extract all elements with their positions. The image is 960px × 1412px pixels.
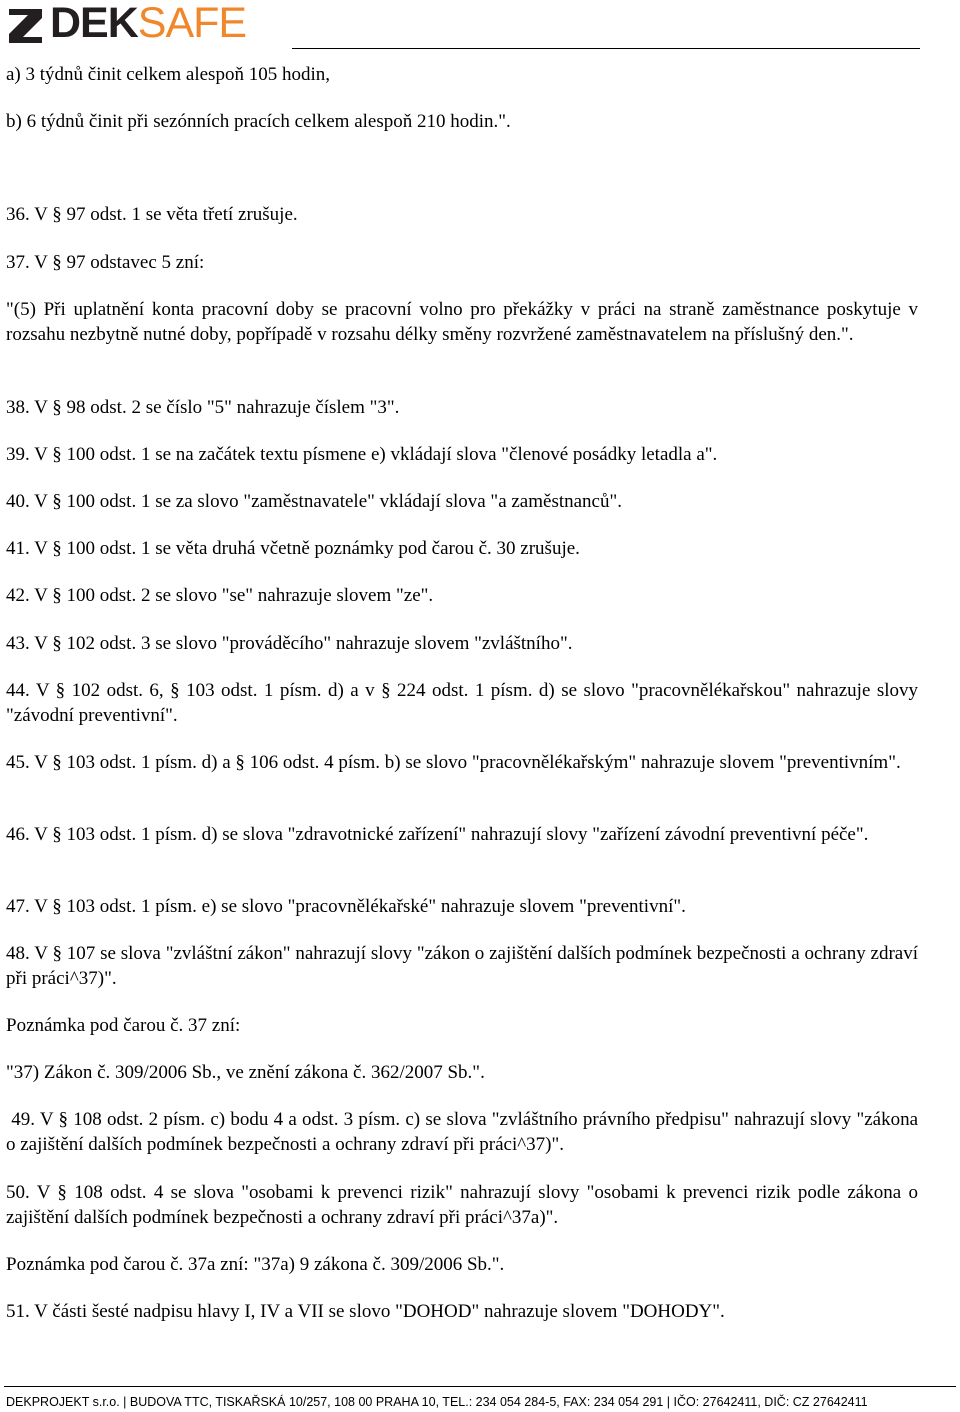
paragraph-37: 37. V § 97 odstavec 5 zní: [6, 252, 205, 273]
paragraph-a: a) 3 týdnů činit celkem alespoň 105 hodin, [6, 64, 330, 85]
paragraph-38: 38. V § 98 odst. 2 se číslo "5" nahrazuje číslem "3". [6, 397, 400, 418]
paragraph-51: 51. V části šesté nadpisu hlavy I, IV a VII se slovo "DOHOD" nahrazuje slovem "DOHODY". [6, 1301, 725, 1322]
paragraph-39: 39. V § 100 odst. 1 se na začátek textu písmene e) vkládají slova "členové posádky letadla a". [6, 444, 718, 465]
header-divider [292, 48, 920, 49]
paragraph-40: 40. V § 100 odst. 1 se za slovo "zaměstnavatele" vkládají slova "a zaměstnanců". [6, 491, 622, 512]
paragraph-37-text: "(5) Při uplatnění konta pracovní doby se pracovní volno pro překážky v práci na straně zaměstnance poskytuje v rozsahu nezbytně nutné doby, popřípadě v rozsahu délky směny rozvržené zaměstnavatelem na příslušný den.". [6, 299, 923, 345]
logo-text-safe: SAFE [137, 0, 247, 47]
paragraph-43: 43. V § 102 odst. 3 se slovo "prováděcího" nahrazuje slovem "zvláštního". [6, 633, 573, 654]
paragraph-48: 48. V § 107 se slova "zvláštní zákon" nahrazují slovy "zákon o zajištění dalších podmínek bezpečnosti a ochrany zdraví při práci^37)". [6, 943, 923, 989]
dek-safe-logo [6, 0, 247, 47]
paragraph-36: 36. V § 97 odst. 1 se věta třetí zrušuje. [6, 204, 298, 225]
paragraph-44: 44. V § 102 odst. 6, § 103 odst. 1 písm. d) a v § 224 odst. 1 písm. d) se slovo "pracovnělékařskou" nahrazuje slovy "závodní preventivní". [6, 680, 923, 726]
paragraph-45: 45. V § 103 odst. 1 písm. d) a § 106 odst. 4 písm. b) se slovo "pracovnělékařským" nahrazuje slovem "preventivním". [6, 752, 901, 773]
footnote-37: "37) Zákon č. 309/2006 Sb., ve znění zákona č. 362/2007 Sb.". [6, 1062, 485, 1083]
page-header [0, 0, 960, 52]
footer-divider [4, 1386, 956, 1387]
paragraph-41: 41. V § 100 odst. 1 se věta druhá včetně poznámky pod čarou č. 30 zrušuje. [6, 538, 580, 559]
paragraph-46: 46. V § 103 odst. 1 písm. d) se slova "zdravotnické zařízení" nahrazují slovy "zařízení závodní preventivní péče". [6, 824, 869, 845]
paragraph-49: 49. V § 108 odst. 2 písm. c) bodu 4 a odst. 3 písm. c) se slova "zvláštního právního předpisu" nahrazují slovy "zákona o zajištění dalších podmínek bezpečnosti a ochrany zdraví při práci^37)". [6, 1109, 923, 1155]
footnote-37a: Poznámka pod čarou č. 37a zní: "37a) 9 zákona č. 309/2006 Sb.". [6, 1254, 505, 1275]
logo-text-dek: DEK [50, 0, 138, 47]
paragraph-47: 47. V § 103 odst. 1 písm. e) se slovo "pracovnělékařské" nahrazuje slovem "preventivní". [6, 896, 686, 917]
logo-wordmark [50, 0, 247, 47]
logo-mark-icon [6, 3, 46, 43]
paragraph-b: b) 6 týdnů činit při sezónních pracích celkem alespoň 210 hodin.". [6, 111, 511, 132]
footnote-heading-37: Poznámka pod čarou č. 37 zní: [6, 1015, 241, 1036]
page-footer: DEKPROJEKT s.r.o. | BUDOVA TTC, TISKAŘSKÁ 10/257, 108 00 PRAHA 10, TEL.: 234 054 284-5, FAX: 234 054 291 | IČO: 27642411, DIČ: CZ 27642411 [6, 1395, 868, 1409]
paragraph-42: 42. V § 100 odst. 2 se slovo "se" nahrazuje slovem "ze". [6, 585, 434, 606]
paragraph-50: 50. V § 108 odst. 4 se slova "osobami k prevenci rizik" nahrazují slovy "osobami k prevenci rizik podle zákona o zajištění dalších podmínek bezpečnosti a ochrany zdraví při práci^37a)". [6, 1182, 923, 1228]
